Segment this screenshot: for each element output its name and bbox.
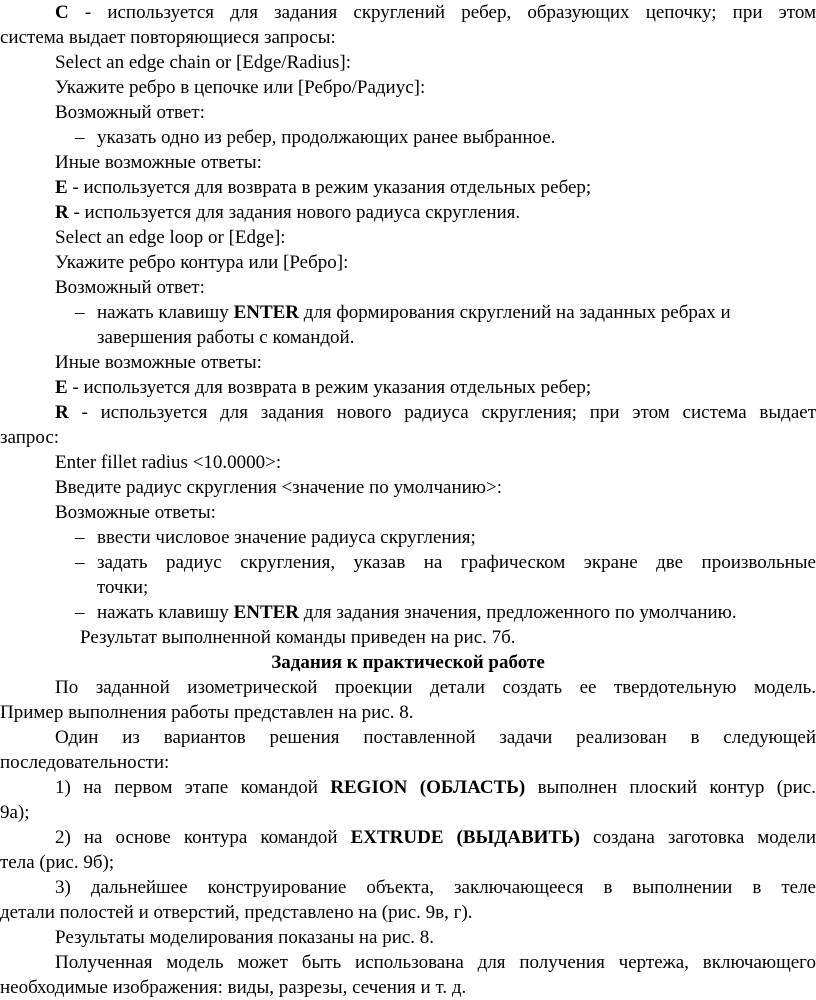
key-name: ENTER <box>233 302 300 323</box>
paragraph-line: E - используется для возврата в режим указания отдельных ребер; <box>55 377 592 398</box>
command-name: REGION (ОБЛАСТЬ) <box>330 777 526 798</box>
prompt-line: Укажите ребро контура или [Ребро]: <box>55 252 349 273</box>
paragraph-line: Результаты моделирования показаны на рис. 8. <box>55 927 435 948</box>
list-item-continuation: завершения работы с командой. <box>97 327 355 348</box>
bullet-dash: – <box>75 527 85 548</box>
paragraph-line: Возможные ответы: <box>55 502 216 523</box>
section-heading: Задания к практической работе <box>271 652 545 673</box>
paragraph-line: необходимые изображения: виды, разрезы, сечения и т. д. <box>0 977 467 998</box>
option-key: R <box>55 402 69 423</box>
paragraph-line: По заданной изометрической проекции детали создать ее твердотельную модель. <box>55 677 816 698</box>
paragraph-line: Возможный ответ: <box>55 277 205 298</box>
paragraph-line: детали полостей и отверстий, представлено на (рис. 9в, г). <box>0 902 473 923</box>
prompt-line: Enter fillet radius <10.0000>: <box>55 452 282 473</box>
bullet-dash: – <box>75 552 85 573</box>
paragraph-line: R - используется для задания нового радиуса скругления; при этом система выдает <box>55 402 816 423</box>
paragraph-line: запрос: <box>0 427 60 448</box>
paragraph-line: C - используется для задания скруглений ребер, образующих цепочку; при этом <box>55 2 816 23</box>
option-key: C <box>55 2 69 23</box>
paragraph-line: Один из вариантов решения поставленной задачи реализован в следующей <box>55 727 816 748</box>
bullet-dash: – <box>75 127 85 148</box>
option-key: E <box>55 377 68 398</box>
paragraph-line: Иные возможные ответы: <box>55 152 262 173</box>
prompt-line: Укажите ребро в цепочке или [Ребро/Радиус]: <box>55 77 426 98</box>
paragraph-line: система выдает повторяющиеся запросы: <box>0 27 336 48</box>
paragraph-line: E - используется для возврата в режим указания отдельных ребер; <box>55 177 592 198</box>
list-item-continuation: точки; <box>97 577 149 598</box>
document-page: C - используется для задания скруглений ребер, образующих цепочку; при этом система выдает повторяющиеся запросы: Select an edge chain or [Edge/Radius]: Укажите ребро в цепочке или [Ребро/Радиус]: Возможный ответ: – указать одно из ребер, продолжающих ранее выбранное. Иные возможные ответы: E - используется для возврата в режим указания отдельных ребер; R - используется для задания нового радиуса скругления. Select an edge loop or [Edge]: Укажите ребро контура или [Ребро]: Возможный ответ: – нажать клавишу ENTER для формирования скруглений на заданных ребрах и завершения работы с командой. Иные возможные ответы: E - используется для возврата в режим указания отдельных ребер; R - используется для задания нового радиуса скругления; при этом система выдает запрос: Enter fillet radius <10.0000>: Введите радиус скругления <значение по умолчанию>: Возможные ответы: – ввести числовое значение радиуса скругления; – задать радиус скругления, указав на графическом экране две произвольные точки; – нажать клавишу ENTER для задания значения, предложенного по умолчанию. Результат выполненной команды приведен на рис. 7б. Задания к практической работе По заданной изометрической проекции детали создать ее твердотельную модель. Пример выполнения работы представлен на рис. 8. Один из вариантов решения поставленной задачи реализован в следующей последовательности: 1) на первом этапе командой REGION (ОБЛАСТЬ) выполнен плоский контур (рис. 9а); 2) на основе контура командой EXTRUDE (ВЫДАВИТЬ) создана заготовка модели тела (рис. 9б); 3) дальнейшее конструирование объекта, заключающееся в выполнении в теле детали полостей и отверстий, представлено на (рис. 9в, г). Результаты моделирования показаны на рис. 8. Полученная модель может быть использована для получения чертежа, включающего необходимые изображения: виды, разрезы, сечения и т. д. <box>0 0 816 979</box>
paragraph-line: тела (рис. 9б); <box>0 852 115 873</box>
option-key: E <box>55 177 68 198</box>
paragraph-line: R - используется для задания нового радиуса скругления. <box>55 202 521 223</box>
paragraph-line: Пример выполнения работы представлен на рис. 8. <box>0 702 414 723</box>
paragraph-line: 3) дальнейшее конструирование объекта, заключающееся в выполнении в теле <box>55 877 816 898</box>
paragraph-line: Возможный ответ: <box>55 102 205 123</box>
option-key: R <box>55 202 69 223</box>
prompt-line: Select an edge chain or [Edge/Radius]: <box>55 52 351 73</box>
paragraph-line: 2) на основе контура командой EXTRUDE (ВЫДАВИТЬ) создана заготовка модели <box>55 827 816 848</box>
key-name: ENTER <box>233 602 300 623</box>
paragraph-line: 9а); <box>0 802 30 823</box>
paragraph-line: Полученная модель может быть использована для получения чертежа, включающего <box>55 952 816 973</box>
command-name: EXTRUDE (ВЫДАВИТЬ) <box>350 827 580 848</box>
paragraph-line: 1) на первом этапе командой REGION (ОБЛАСТЬ) выполнен плоский контур (рис. <box>55 777 816 798</box>
prompt-line: Select an edge loop or [Edge]: <box>55 227 286 248</box>
prompt-line: Введите радиус скругления <значение по умолчанию>: <box>55 477 502 498</box>
bullet-dash: – <box>75 302 85 323</box>
bullet-dash: – <box>75 602 85 623</box>
paragraph-line: Результат выполненной команды приведен на рис. 7б. <box>80 627 516 648</box>
paragraph-line: Иные возможные ответы: <box>55 352 262 373</box>
paragraph-line: последовательности: <box>0 752 170 773</box>
